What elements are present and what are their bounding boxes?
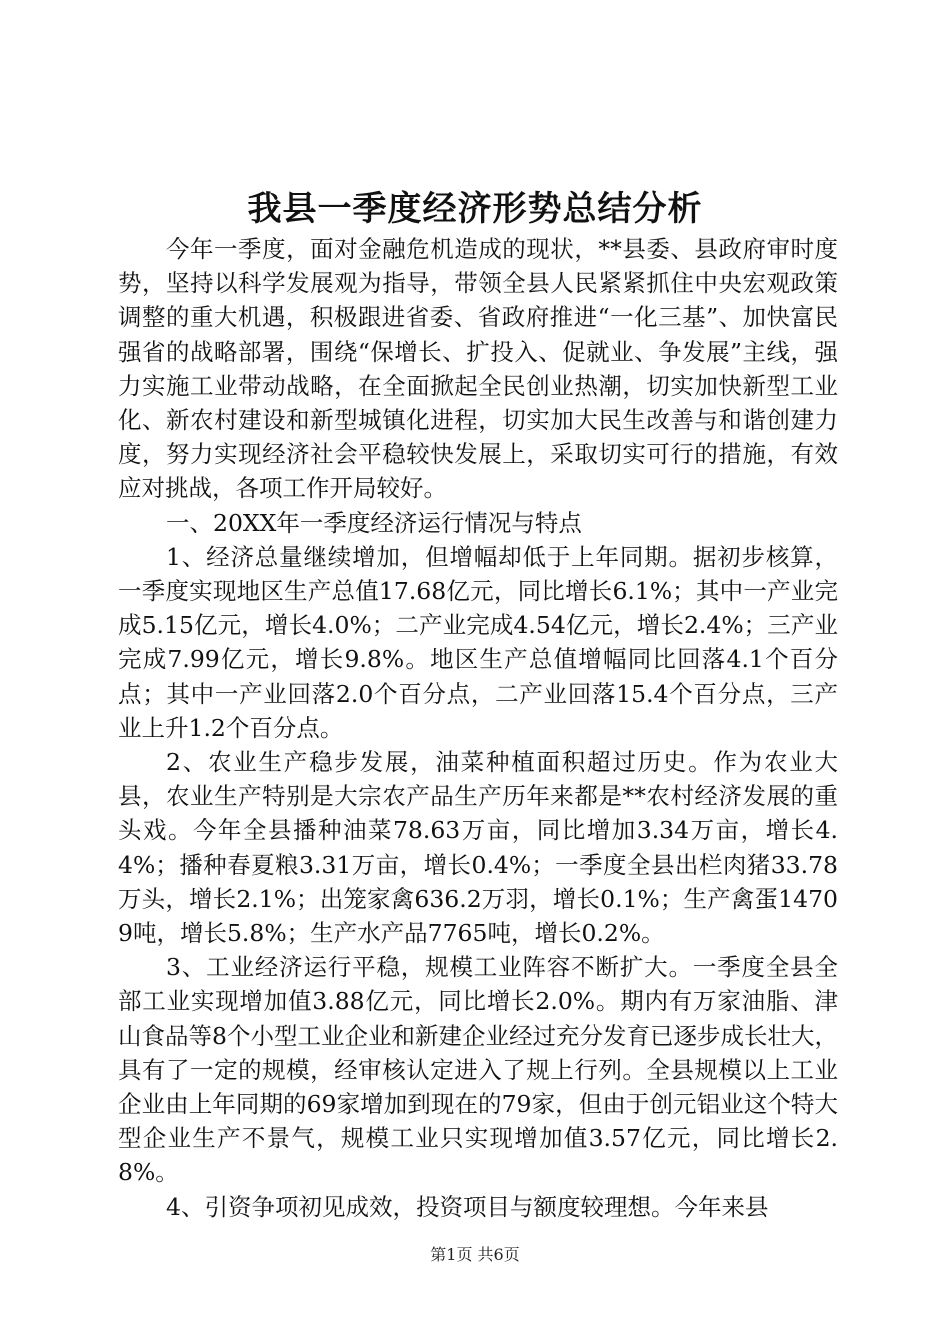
paragraph-industry: 3、工业经济运行平稳，规模工业阵容不断扩大。一季度全县全部工业实现增加值3.88亿元，同比增长2.0%。期内有万家油脂、津山食品等8个小型工业企业和新建企业经过充分发育已逐步成长壮大，具有了一定的规模，经审核认定进入了规上行列。全县规模以上工业企业由上年同期的69家增加到现在的79家，但由于创元铝业这个特大型企业生产不景气，规模工业只实现增加值3.57亿元，同比增长2.8%。 — [118, 953, 838, 1187]
paragraph-economic-total: 1、经济总量继续增加，但增幅却低于上年同期。据初步核算，一季度实现地区生产总值17.68亿元，同比增长6.1%；其中一产业完成5.15亿元，增长4.0%；二产业完成4.54亿元，增长2.4%；三产业完成7.99亿元，增长9.8%。地区生产总值增幅同比回落4.1个百分点；其中一产业回落2.0个百分点，二产业回落15.4个百分点，三产业上升1.2个百分点。 — [118, 542, 838, 742]
paragraph-investment: 4、引资争项初见成效，投资项目与额度较理想。今年来县 — [166, 1192, 769, 1221]
page-footer: 第1页 共6页 — [430, 1245, 520, 1264]
section-heading: 一、20XX年一季度经济运行情况与特点 — [166, 508, 582, 537]
paragraph-agriculture: 2、农业生产稳步发展，油菜种植面积超过历史。作为农业大县，农业生产特别是大宗农产品生产历年来都是**农村经济发展的重头戏。今年全县播种油菜78.63万亩，同比增加3.34万亩，增长4.4%；播种春夏粮3.31万亩，增长0.4%；一季度全县出栏肉猪33.78万头，增长2.1%；出笼家禽636.2万羽，增长0.1%；生产禽蛋14709吨，增长5.8%；生产水产品7765吨，增长0.2%。 — [118, 748, 838, 948]
document-body — [118, 232, 838, 1224]
document-title: 我县一季度经济形势总结分析 — [247, 189, 703, 229]
intro-paragraph: 今年一季度，面对金融危机造成的现状，**县委、县政府审时度势，坚持以科学发展观为指导，带领全县人民紧紧抓住中央宏观政策调整的重大机遇，积极跟进省委、省政府推进“一化三基”、加快富民强省的战略部署，围绕“保增长、扩投入、促就业、争发展”主线，强力实施工业带动战略，在全面掀起全民创业热潮，切实加快新型工业化、新农村建设和新型城镇化进程，切实加大民生改善与和谐创建力度，努力实现经济社会平稳较快发展上，采取切实可行的措施，有效应对挑战，各项工作开局较好。 — [118, 235, 838, 503]
